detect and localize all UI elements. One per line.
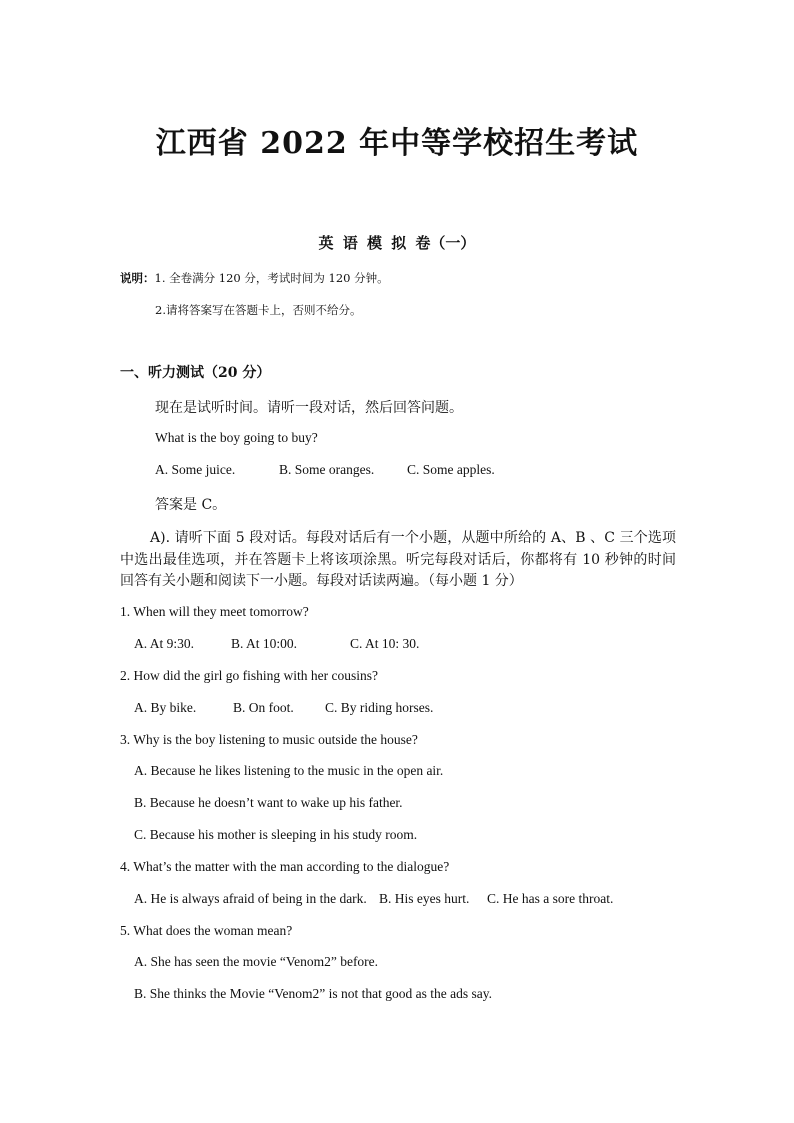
question-1-stem: 1. When will they meet tomorrow?	[120, 604, 309, 619]
paper-subtitle: 英 语 模 拟 卷（一）	[318, 234, 476, 252]
question-4-options	[134, 891, 613, 907]
question-5-stem: 5. What does the woman mean?	[120, 923, 293, 938]
question-5-option-b: B. She thinks the Movie “Venom2” is not that good as the ads say.	[134, 986, 492, 1001]
sample-answer: 答案是 C。	[155, 497, 227, 513]
instructions-label: 说明：	[120, 271, 155, 285]
question-5-option-a: A. She has seen the movie “Venom2” before.	[134, 954, 379, 969]
question-1-option-c: C. At 10: 30.	[350, 636, 420, 651]
question-2-option-c: C. By riding horses.	[325, 700, 434, 715]
question-4-option-b: B. His eyes hurt.	[379, 891, 470, 906]
question-3-option-b: B. Because he doesn’t want to wake up his father.	[134, 795, 403, 810]
sample-question: What is the boy going to buy?	[155, 430, 318, 445]
question-1-options	[134, 636, 419, 652]
question-2-option-b: B. On foot.	[233, 700, 294, 715]
question-3-stem: 3. Why is the boy listening to music outside the house?	[120, 732, 418, 747]
instructions-note-1	[120, 270, 389, 286]
question-4-stem: 4. What’s the matter with the man according to the dialogue?	[120, 859, 450, 874]
part-a-instructions: A). 请听下面 5 段对话。每段对话后有一个小题，从题中所给的 A、B 、C 三个选项中选出最佳选项，并在答题卡上将该项涂黑。听完每段对话后，你都将有 10 秒钟的时间回答有关小题和阅读下一小题。每段对话读两遍。（每小题 1 分）	[120, 530, 676, 589]
instructions-line-1: 1. 全卷满分 120 分，考试时间为 120 分钟。	[154, 271, 389, 285]
question-2-stem: 2. How did the girl go fishing with her cousins?	[120, 668, 378, 683]
exam-title: 江西省 2022 年中等学校招生考试	[155, 126, 639, 161]
listening-intro: 现在是试听时间。请听一段对话，然后回答问题。	[155, 400, 463, 416]
question-4-option-c: C. He has a sore throat.	[487, 891, 614, 906]
question-3-option-a: A. Because he likes listening to the music in the open air.	[134, 763, 444, 778]
sample-option-c: C. Some apples.	[407, 462, 495, 477]
sample-options	[155, 462, 495, 478]
section-heading-listening: 一、听力测试（20 分）	[120, 365, 271, 381]
question-2-option-a: A. By bike.	[134, 700, 197, 715]
question-4-option-a: A. He is always afraid of being in the dark.	[134, 891, 367, 906]
sample-option-a: A. Some juice.	[155, 462, 236, 477]
sample-option-b: B. Some oranges.	[279, 462, 375, 477]
question-1-option-a: A. At 9:30.	[134, 636, 195, 651]
question-3-option-c: C. Because his mother is sleeping in his study room.	[134, 827, 418, 842]
question-2-options	[134, 700, 433, 716]
instructions-note-2: 2.请将答案写在答题卡上，否则不给分。	[155, 303, 362, 317]
question-1-option-b: B. At 10:00.	[231, 636, 298, 651]
